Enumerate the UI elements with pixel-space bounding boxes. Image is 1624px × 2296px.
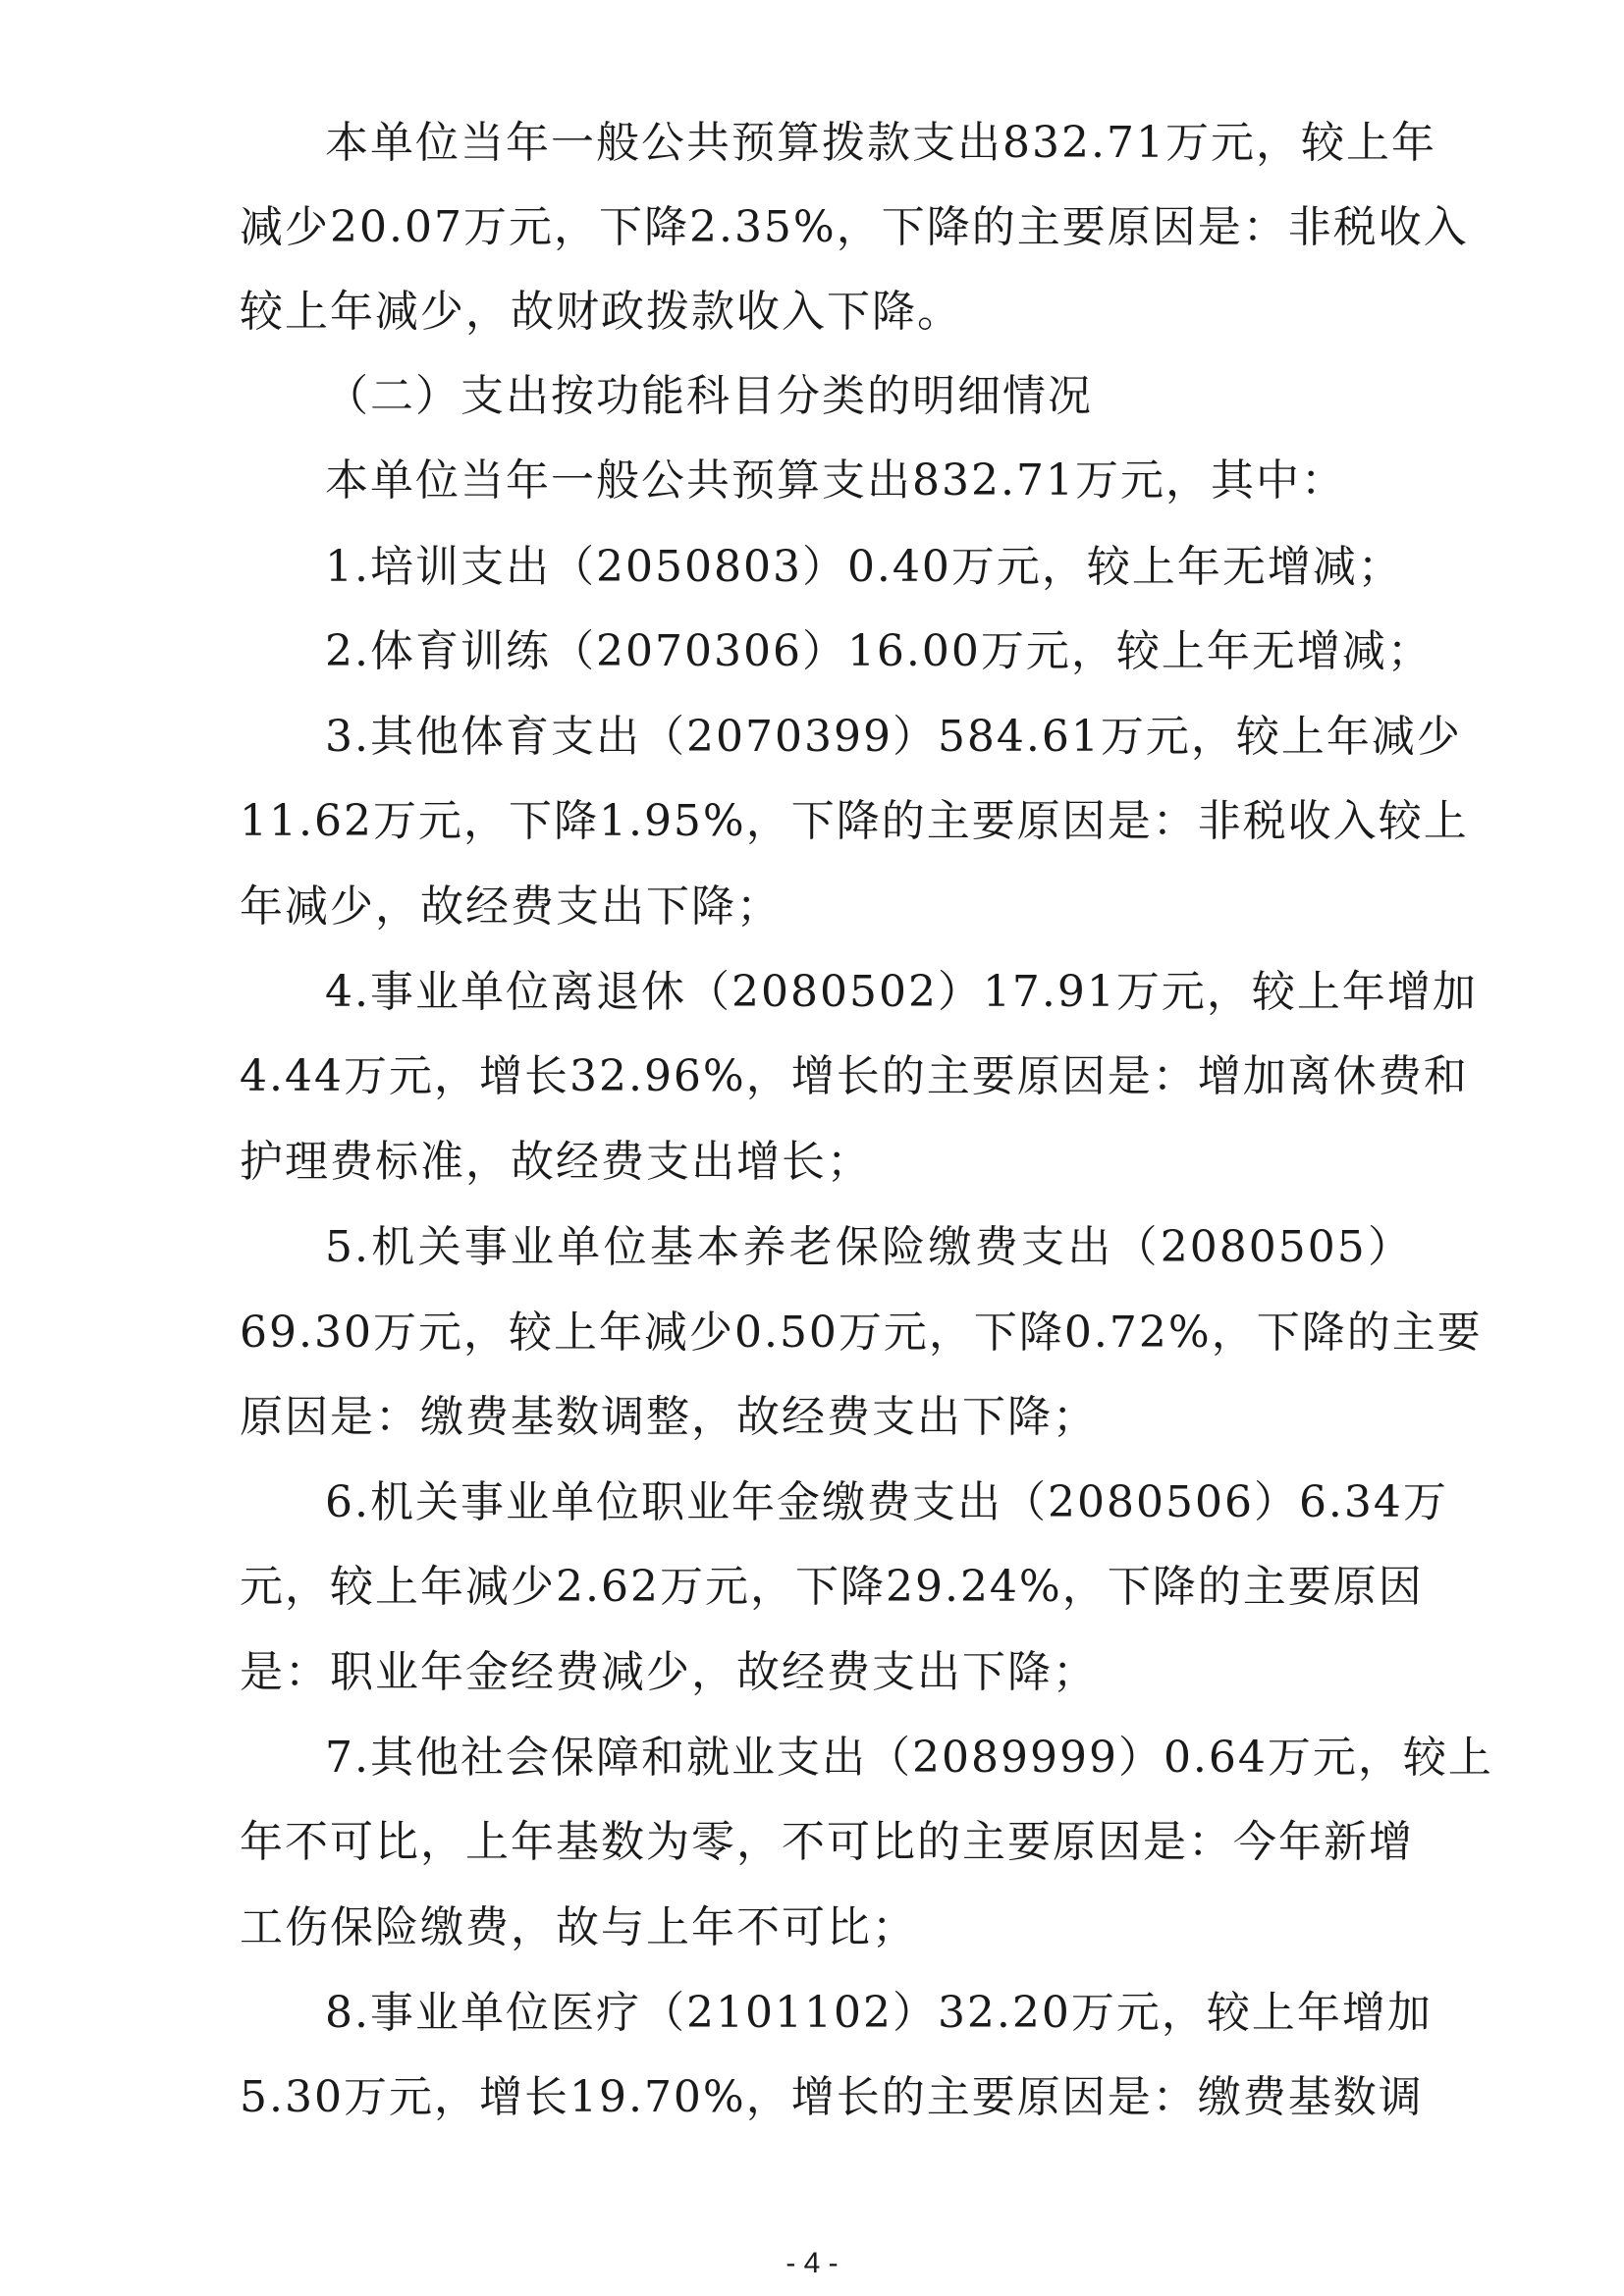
paragraph-line: 本单位当年一般公共预算支出832.71万元，其中： — [325, 455, 1346, 506]
list-item-continuation: 护理费标准，故经费支出增长； — [240, 1137, 872, 1187]
list-item: 2.体育训练（2070306）16.00万元，较上年无增减； — [325, 626, 1433, 676]
list-item-continuation: 69.30万元，较上年减少0.50万元，下降0.72%，下降的主要 — [240, 1308, 1483, 1358]
paragraph-line: 本单位当年一般公共预算拨款支出832.71万元，较上年 — [325, 118, 1436, 168]
list-item-continuation: 年减少，故经费支出下降； — [240, 881, 782, 932]
list-item-continuation: 4.44万元，增长32.96%，增长的主要原因是：增加离休费和 — [240, 1051, 1469, 1101]
section-heading: （二）支出按功能科目分类的明细情况 — [325, 371, 1093, 421]
list-item-continuation: 是：职业年金经费减少，故经费支出下降； — [240, 1647, 1098, 1697]
list-item: 7.其他社会保障和就业支出（2089999）0.64万元，较上 — [325, 1733, 1493, 1783]
list-item-continuation: 工伤保险缴费，故与上年不可比； — [240, 1902, 917, 1952]
page-number: - 4 - — [785, 2247, 839, 2279]
list-item-continuation: 原因是：缴费基数调整，故经费支出下降； — [240, 1392, 1098, 1442]
list-item: 5.机关事业单位基本养老保险缴费支出（2080505） — [325, 1222, 1413, 1272]
list-item: 3.其他体育支出（2070399）584.61万元，较上年减少 — [325, 712, 1462, 762]
list-item: 8.事业单位医疗（2101102）32.20万元，较上年增加 — [325, 1988, 1433, 2038]
paragraph-line: 较上年减少，故财政拨款收入下降。 — [240, 287, 962, 337]
list-item-continuation: 11.62万元，下降1.95%，下降的主要原因是：非税收入较上 — [240, 796, 1469, 846]
list-item: 1.培训支出（2050803）0.40万元，较上年无增减； — [325, 542, 1403, 592]
list-item-continuation: 元，较上年减少2.62万元，下降29.24%，下降的主要原因 — [240, 1562, 1424, 1612]
paragraph-line: 减少20.07万元，下降2.35%，下降的主要原因是：非税收入 — [240, 202, 1469, 252]
list-item: 4.事业单位离退休（2080502）17.91万元，较上年增加 — [325, 967, 1478, 1017]
list-item-continuation: 5.30万元，增长19.70%，增长的主要原因是：缴费基数调 — [240, 2072, 1424, 2122]
list-item: 6.机关事业单位职业年金缴费支出（2080506）6.34万 — [325, 1477, 1448, 1527]
list-item-continuation: 年不可比，上年基数为零，不可比的主要原因是：今年新增 — [240, 1817, 1414, 1867]
